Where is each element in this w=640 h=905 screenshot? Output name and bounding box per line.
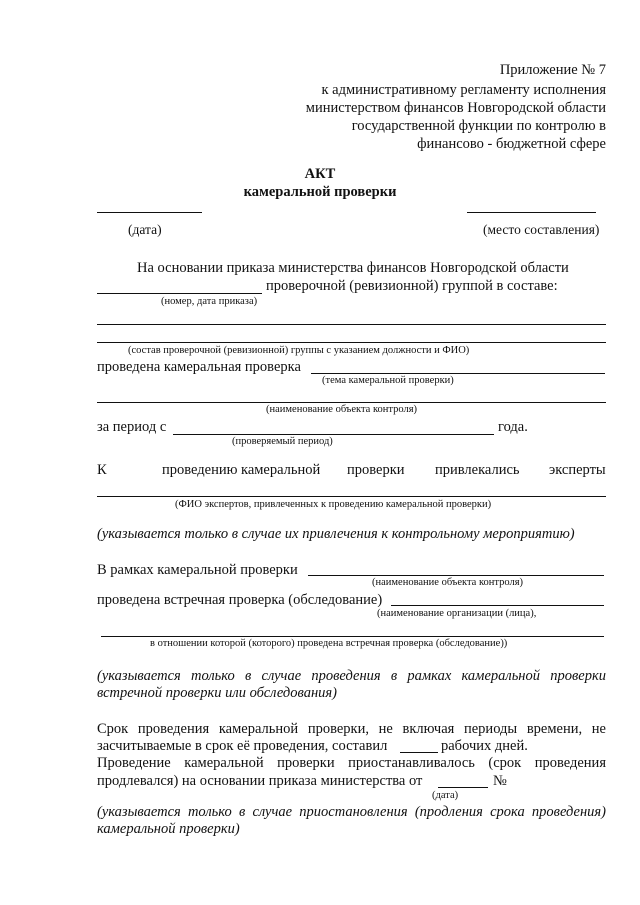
basis-line-2: проверочной (ревизионной) группой в составе:	[266, 278, 558, 294]
relation-field[interactable]	[101, 636, 604, 637]
counter-note-line-1: (указывается только в случае проведения в рамках камеральной проверки	[97, 668, 606, 684]
counter-check-label: проведена встречная проверка (обследование)	[97, 592, 383, 608]
counter-note-line-2: встречной проверки или обследования)	[97, 685, 337, 701]
relation-caption: в отношении которой (которого) проведена встречная проверка (обследование))	[150, 638, 508, 649]
suspended-note-line-2: камеральной проверки)	[97, 821, 240, 837]
duration-line-2b: рабочих дней.	[441, 738, 528, 754]
duration-days-field[interactable]	[400, 752, 438, 753]
document-title: АКТ	[304, 166, 336, 182]
suspended-line-1: Проведение камеральной проверки приостанавливалось (срок проведения	[97, 755, 606, 771]
experts-word-2: проведению	[162, 462, 238, 478]
date-caption: (дата)	[128, 222, 162, 237]
experts-note: (указывается только в случае их привлечения к контрольному мероприятию)	[97, 526, 575, 542]
frame-object-field[interactable]	[308, 575, 604, 576]
suspended-line-2a: продлевался) на основании приказа министерства от	[97, 773, 423, 789]
experts-word-1: К	[97, 462, 107, 478]
organization-field[interactable]	[391, 605, 604, 606]
order-caption: (номер, дата приказа)	[161, 296, 258, 307]
topic-field[interactable]	[311, 373, 605, 374]
conducted-label: проведена камеральная проверка	[97, 359, 301, 375]
object-caption: (наименование объекта контроля)	[266, 404, 418, 415]
place-caption: (место составления)	[483, 222, 600, 237]
organization-caption: (наименование организации (лица),	[377, 608, 537, 619]
place-field[interactable]	[467, 212, 596, 213]
period-prefix: за период с	[97, 419, 167, 435]
topic-caption: (тема камеральной проверки)	[322, 375, 454, 386]
duration-line-2a: засчитываемые в срок её проведения, составил	[97, 738, 388, 754]
suspended-line-2b: №	[493, 773, 507, 789]
date-field[interactable]	[97, 212, 202, 213]
frame-object-caption: (наименование объекта контроля)	[372, 577, 524, 588]
experts-word-5: привлекались	[435, 462, 520, 478]
suspended-date-field[interactable]	[438, 787, 488, 788]
appendix-number: Приложение № 7	[499, 62, 606, 78]
group-field-1[interactable]	[97, 324, 606, 325]
document-subtitle: камеральной проверки	[243, 184, 397, 200]
basis-line-1: На основании приказа министерства финансов Новгородской области	[137, 260, 569, 276]
experts-word-3: камеральной	[241, 462, 321, 478]
appendix-line-5: финансово - бюджетной сфере	[417, 136, 606, 152]
appendix-line-2: к административному регламенту исполнения	[321, 82, 606, 98]
order-field[interactable]	[97, 293, 262, 294]
object-field[interactable]	[97, 402, 606, 403]
frame-prefix: В рамках камеральной проверки	[97, 562, 298, 578]
experts-field[interactable]	[97, 496, 606, 497]
period-field[interactable]	[173, 434, 494, 435]
group-field-2[interactable]	[97, 342, 606, 343]
appendix-line-4: государственной функции по контролю в	[351, 118, 606, 134]
duration-line-1: Срок проведения камеральной проверки, не включая периоды времени, не	[97, 721, 606, 737]
suspended-note-line-1: (указывается только в случае приостановления (продления срока проведения)	[97, 804, 606, 820]
group-caption: (состав проверочной (ревизионной) группы с указанием должности и ФИО)	[128, 345, 470, 356]
appendix-line-3: министерством финансов Новгородской области	[305, 100, 606, 116]
period-suffix: года.	[498, 419, 528, 435]
period-caption: (проверяемый период)	[232, 436, 333, 447]
experts-word-4: проверки	[347, 462, 405, 478]
experts-word-6: эксперты	[549, 462, 606, 478]
experts-caption: (ФИО экспертов, привлеченных к проведению камеральной проверки)	[175, 499, 492, 510]
suspended-date-caption: (дата)	[432, 790, 459, 801]
